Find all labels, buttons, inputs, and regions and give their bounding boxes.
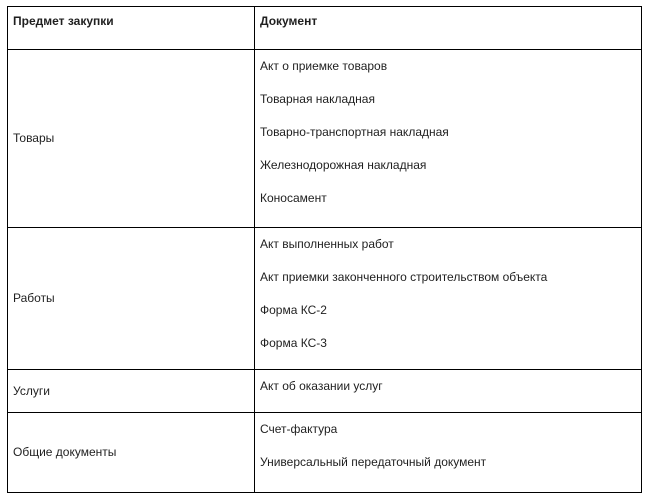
table-row xyxy=(8,370,642,413)
documents-table xyxy=(7,6,642,493)
document-item: Товарная накладная xyxy=(260,92,375,106)
subject-cell: Услуги xyxy=(8,370,255,413)
document-item: Форма КС-3 xyxy=(260,336,327,350)
document-item: Универсальный передаточный документ xyxy=(260,455,487,469)
table-row xyxy=(8,50,642,228)
header-document-label: Документ xyxy=(260,14,318,28)
header-document xyxy=(255,7,642,50)
document-item: Акт приемки законченного строительством объекта xyxy=(260,270,548,284)
header-subject-label: Предмет закупки xyxy=(13,14,114,28)
document-item: Коносамент xyxy=(260,191,327,205)
table-row xyxy=(8,228,642,370)
document-item: Счет-фактура xyxy=(260,422,338,436)
document-item: Железнодорожная накладная xyxy=(260,158,427,172)
documents-cell xyxy=(255,370,642,413)
document-item: Акт об оказании услуг xyxy=(260,379,383,393)
table-header-row xyxy=(8,7,642,50)
table-row xyxy=(8,413,642,493)
document-item: Форма КС-2 xyxy=(260,303,327,317)
subject-cell: Товары xyxy=(8,50,255,228)
documents-cell xyxy=(255,228,642,370)
subject-cell: Работы xyxy=(8,228,255,370)
subject-cell: Общие документы xyxy=(8,413,255,493)
header-subject xyxy=(8,7,255,50)
documents-cell xyxy=(255,413,642,493)
document-item: Товарно-транспортная накладная xyxy=(260,125,449,139)
document-item: Акт выполненных работ xyxy=(260,237,394,251)
documents-cell xyxy=(255,50,642,228)
document-item: Акт о приемке товаров xyxy=(260,59,388,73)
